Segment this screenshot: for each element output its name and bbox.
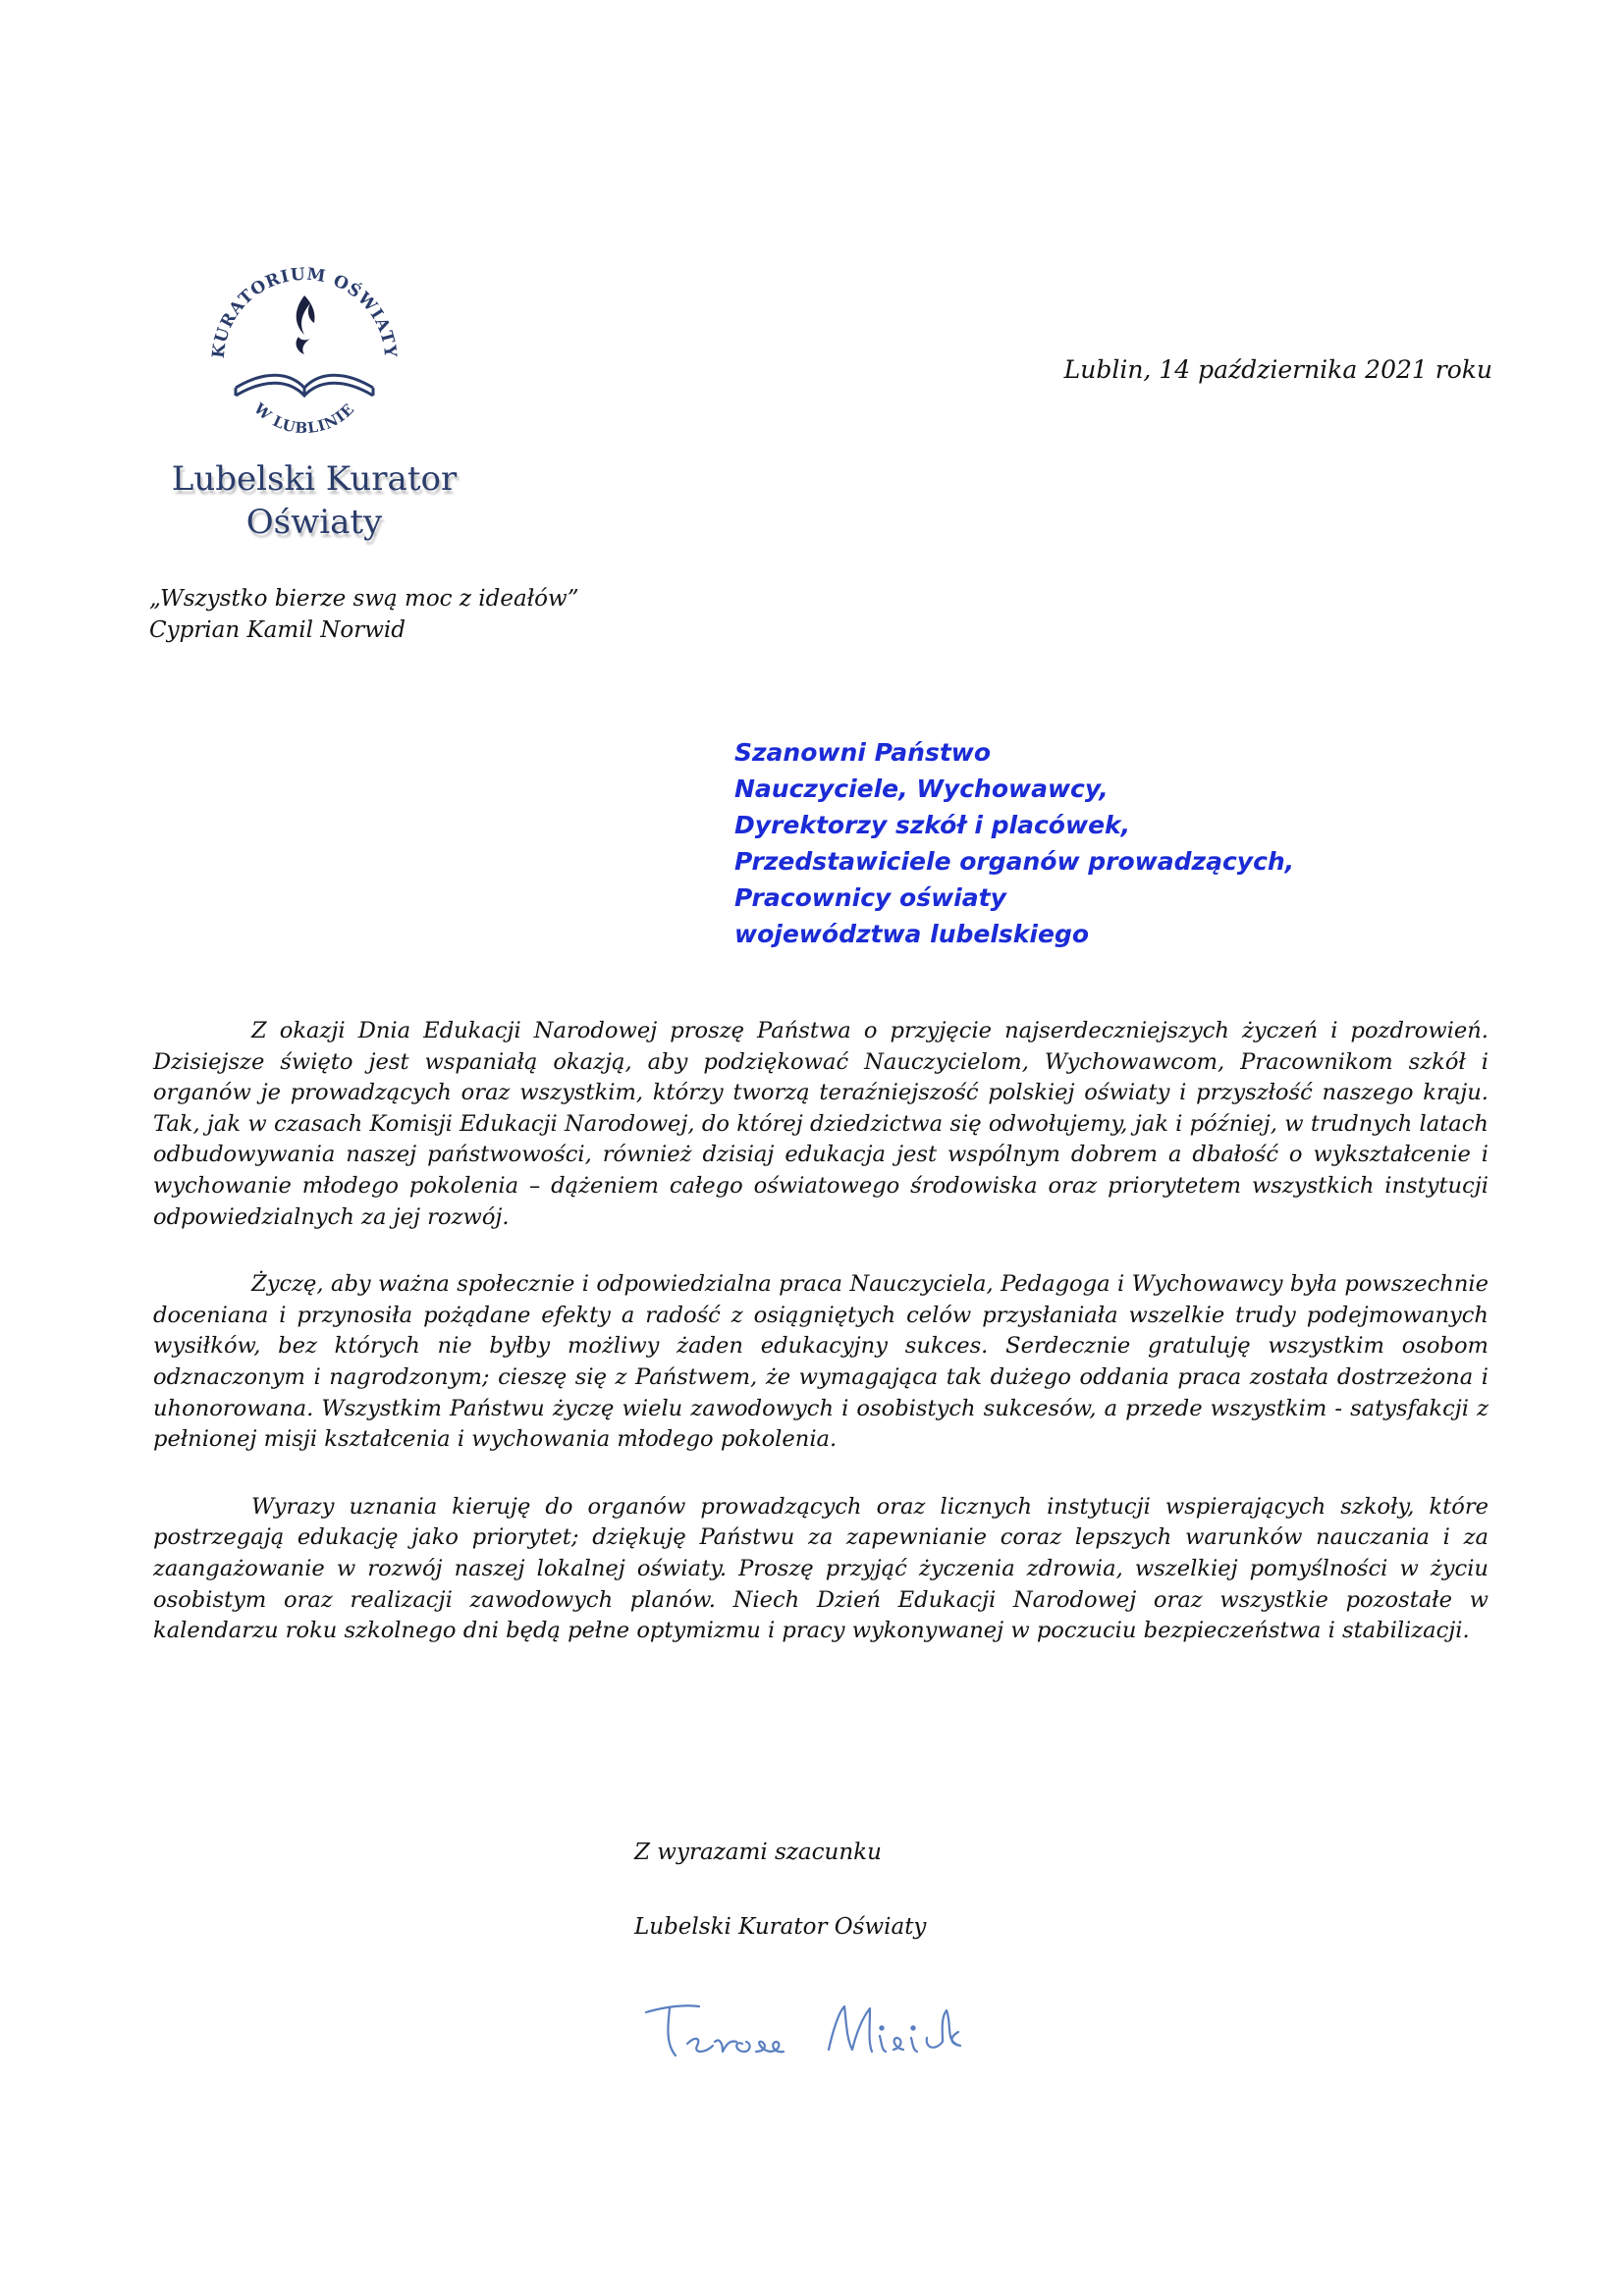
addressee-block — [734, 734, 1422, 952]
handwritten-signature — [636, 1993, 1009, 2071]
motto-quote: „Wszystko bierze swą moc z ideałów” — [149, 586, 579, 612]
seal-text-top: KURATORIUM OŚWIATY — [208, 264, 401, 359]
body-paragraph: Życzę, aby ważna społecznie i odpowiedzialna praca Nauczyciela, Pedagoga i Wychowawcy była powszechnie doceniana i przynosiła pożądane efekty a radość z osiągniętych celów przysłaniała wszelkie trudy podejmowanych wysiłków, bez których nie byłby możliwy żaden edukacyjny sukces. Serdecznie gratuluję wszystkim osobom odznaczonym i nagrodzonym; cieszę się z Państwem, że wymagająca tak dużego oddania praca została dostrzeżona i uhonorowana. Wszystkim Państwu życzę wielu zawodowych i osobistych sukcesów, a przede wszystkim - satysfakcji z pełnionej misji kształcenia i wychowania młodego pokolenia. — [153, 1271, 1489, 1453]
closing-regards: Z wyrazami szacunku — [634, 1840, 882, 1865]
seal-text-bottom: W LUBLINIE — [250, 400, 358, 438]
letter-date: Lublin, 14 października 2021 roku — [1063, 355, 1492, 384]
organization-name-line2: Oświaty — [245, 503, 383, 542]
flame-icon — [297, 295, 315, 354]
addressee-line: Nauczyciele, Wychowawcy, — [734, 774, 1109, 803]
motto — [149, 583, 640, 646]
addressee-line: Dyrektorzy szkół i placówek, — [734, 811, 1131, 839]
organization-name — [128, 457, 501, 544]
motto-author: Cyprian Kamil Norwid — [149, 617, 406, 643]
organization-name-line1: Lubelski Kurator — [171, 459, 458, 499]
addressee-line: województwa lubelskiego — [734, 920, 1090, 948]
open-book-icon — [236, 375, 373, 396]
addressee-line: Pracownicy oświaty — [734, 883, 1006, 912]
closing-title: Lubelski Kurator Oświaty — [634, 1914, 927, 1940]
letter-body — [153, 1016, 1489, 1683]
body-paragraph: Wyrazy uznania kieruję do organów prowadzących oraz licznych instytucji wspierających szkoły, które postrzegają edukację jako priorytet; dziękuję Państwu za zapewnianie coraz lepszych warunków nauczania i za zaangażowanie w rozwój naszej lokalnej oświaty. Proszę przyjąć życzenia zdrowia, wszelkiej pomyślności w życiu osobistym oraz realizacji zawodowych planów. Niech Dzień Edukacji Narodowej oraz wszystkie pozostałe w kalendarzu roku szkolnego dni będą pełne optymizmu i pracy wykonywanej w poczuciu bezpieczeństwa i stabilizacji. — [153, 1493, 1489, 1644]
kuratorium-seal-logo — [196, 250, 412, 466]
svg-text:W LUBLINIE — [249, 399, 357, 437]
body-paragraph: Z okazji Dnia Edukacji Narodowej proszę Państwa o przyjęcie najserdeczniejszych życzeń i pozdrowień. Dzisiejsze święto jest wspaniałą okazją, aby podziękować Nauczycielom, Wychowawcom, Pracownikom szkół i organów je prowadzących oraz wszystkim, którzy tworzą teraźniejszość polskiej oświaty i przyszłość naszego kraju. Tak, jak w czasach Komisji Edukacji Narodowej, do której dziedzictwa się odwołujemy, jak i później, w trudnych latach odbudowywania naszej państwowości, również dzisiaj edukacja jest wspólnym dobrem a dbałość o wykształcenie i wychowanie młodego pokolenia – dążeniem całego oświatowego środowiska oraz priorytetem wszystkich instytucji odpowiedzialnych za jej rozwój. — [153, 1018, 1489, 1230]
addressee-line: Przedstawiciele organów prowadzących, — [734, 847, 1295, 876]
addressee-line: Szanowni Państwo — [734, 738, 992, 767]
